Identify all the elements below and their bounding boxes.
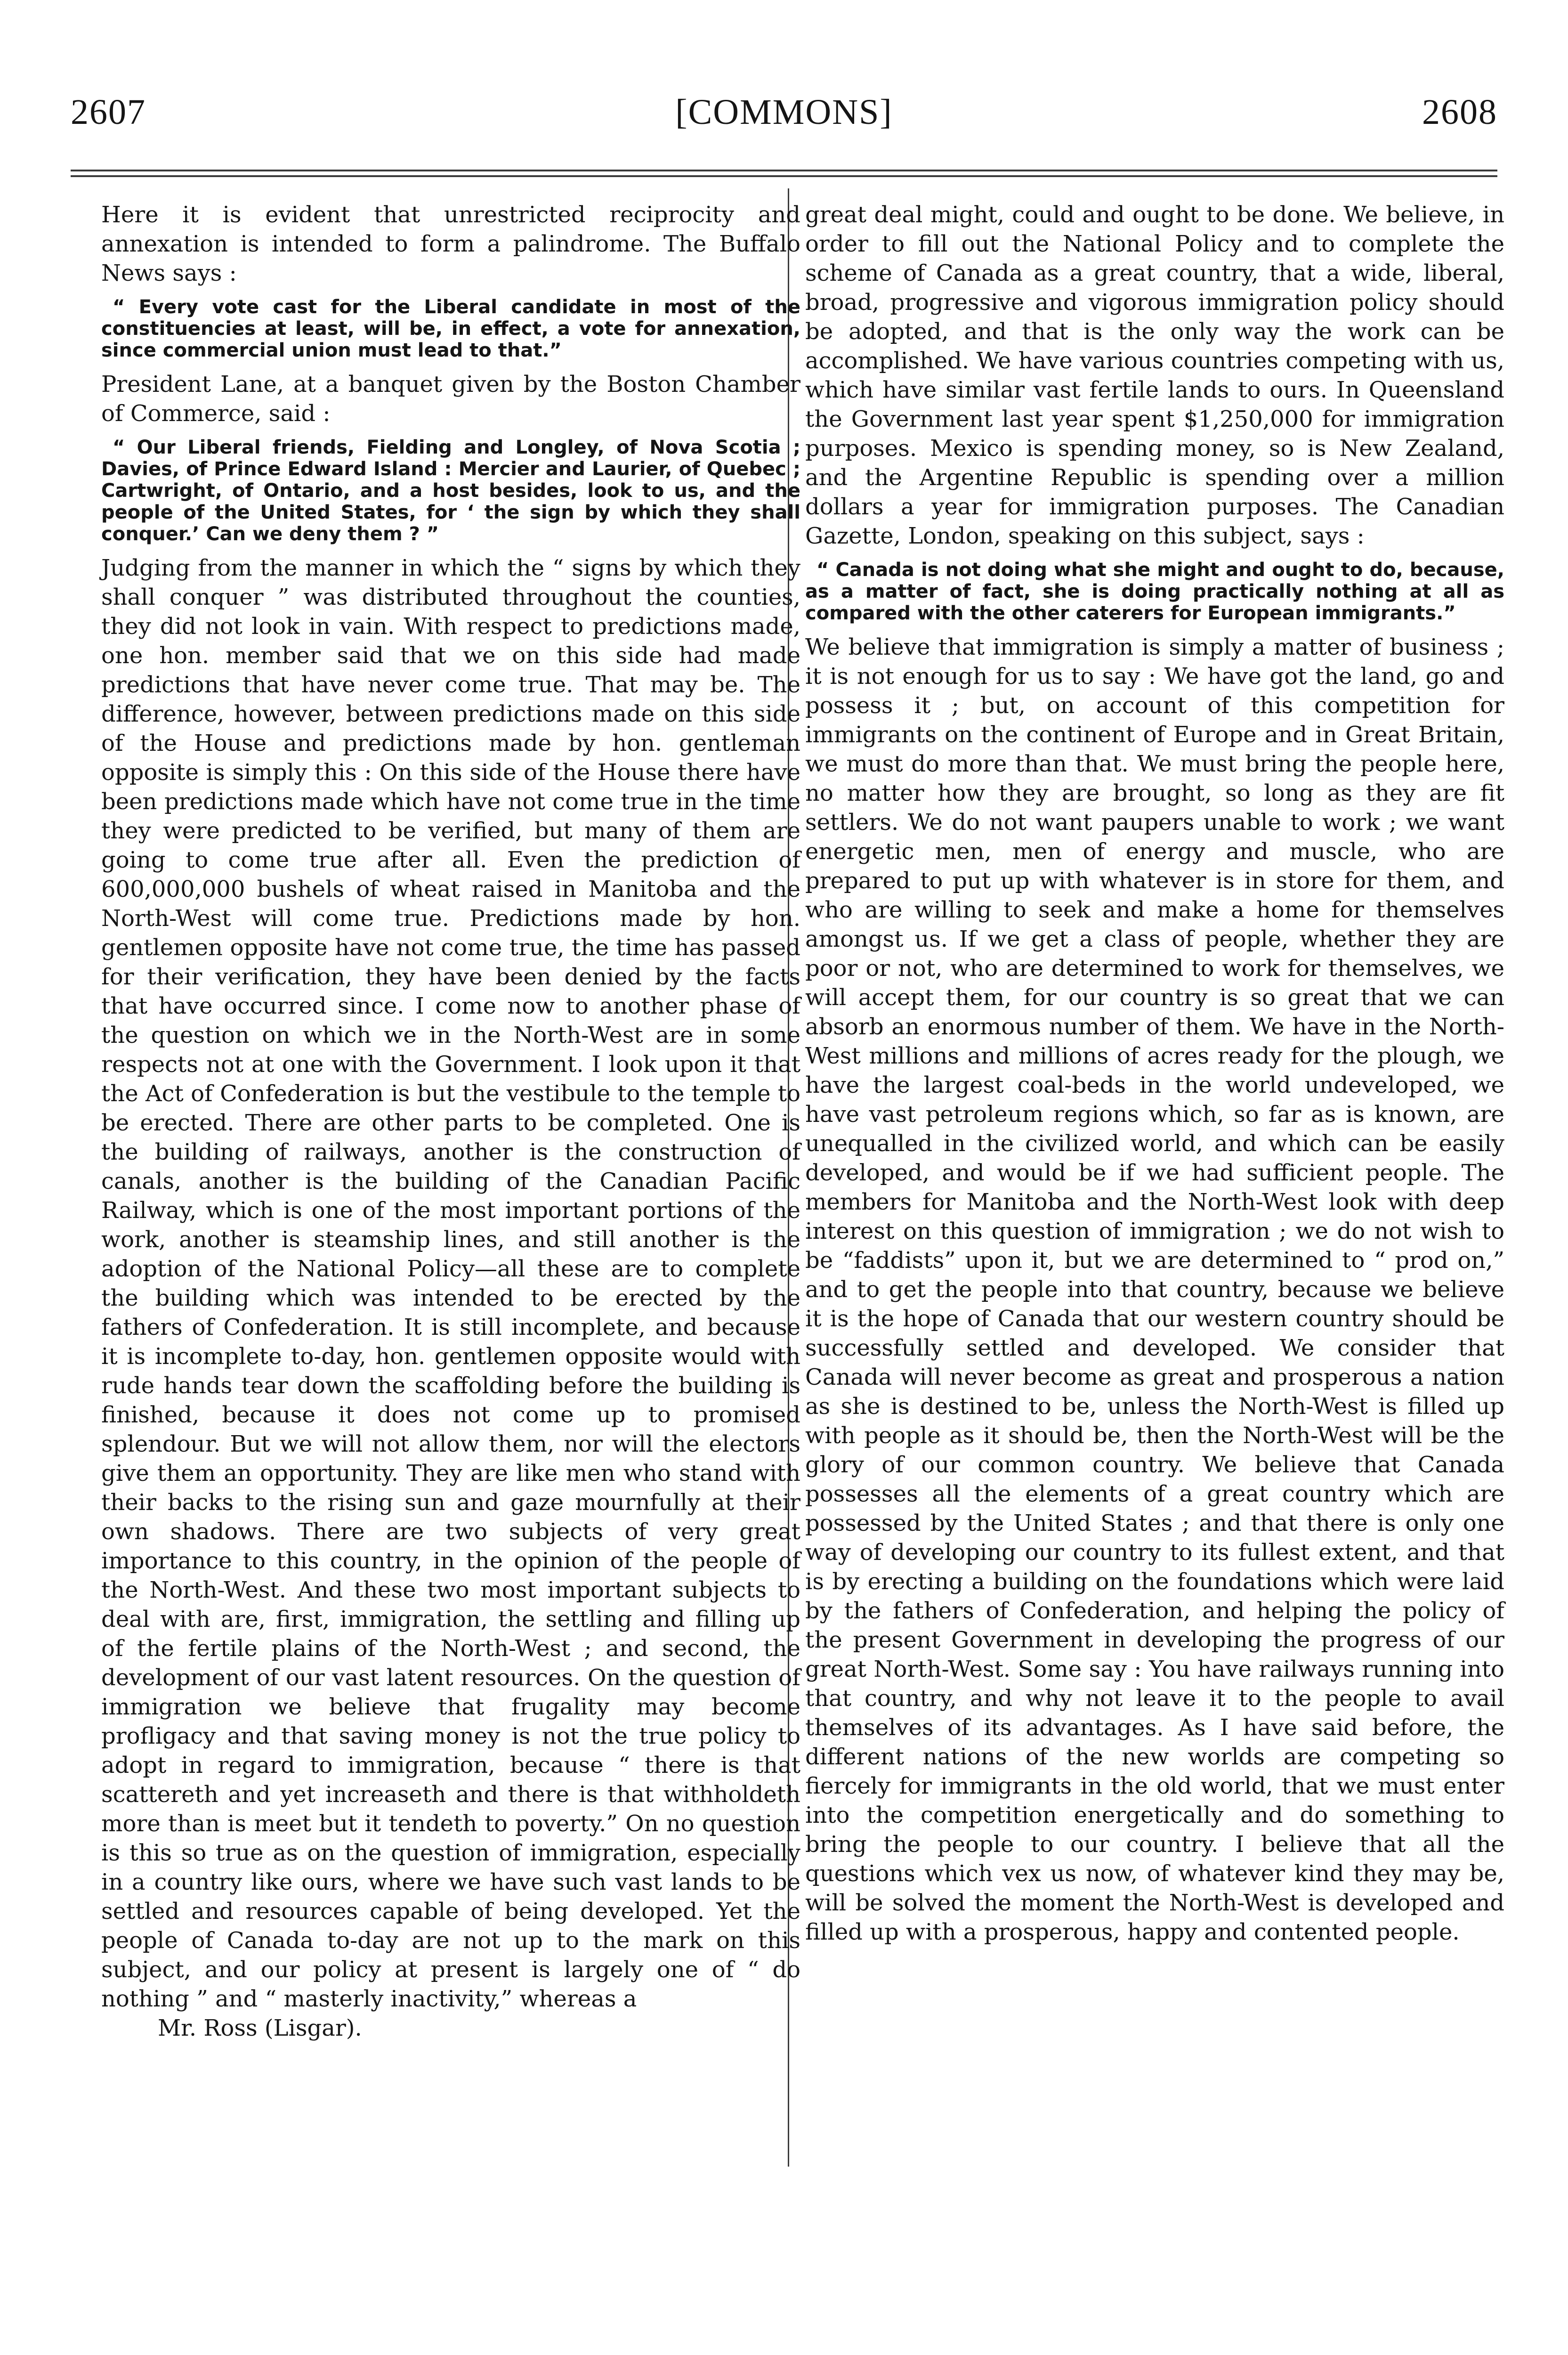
header-rule-bottom bbox=[71, 175, 1497, 177]
paragraph: President Lane, at a banquet given by the Boston Chamber of Commerce, said : bbox=[101, 371, 800, 427]
page-header bbox=[71, 92, 1497, 144]
paragraph: great deal might, could and ought to be done. We believe, in order to fill out the National Policy and to complete the scheme of Canada as a great country, that a wide, liberal, broad, progressive and vigorous immigration policy should be adopted, and that is the only way the work can be accomplished. We have various countries competing with us, which have similar vast fertile lands to ours. In Queensland the Government last year spent $1,250,000 for immigration purposes. Mexico is spending money, so is New Zealand, and the Argentine Republic is spending over a million dollars a year for immigration purposes. The Canadian Gazette, London, speaking on this subject, says : bbox=[805, 202, 1504, 549]
block-quote: “ Canada is not doing what she might and ought to do, because, as a matter of fact, she is doing practically nothing at all as compared with the other caterers for European immigrants.” bbox=[805, 559, 1504, 624]
page-title: [COMMONS] bbox=[675, 92, 893, 132]
header-rule-top bbox=[71, 170, 1497, 171]
block-quote: “ Every vote cast for the Liberal candidate in most of the constituencies at least, will be, in effect, a vote for annexation, since commercial union must lead to that.” bbox=[101, 296, 800, 361]
speaker-line: Mr. Ross (Lisgar). bbox=[158, 2015, 362, 2041]
page-number-right: 2608 bbox=[1422, 92, 1497, 132]
paragraph: We believe that immigration is simply a matter of business ; it is not enough for us to say : We have got the land, go and possess it ; but, on account of this competition for immigrants on the continent of Europe and in Great Britain, we must do more than that. We must bring the people here, no matter how they are brought, so long as they are fit settlers. We do not want paupers unable to work ; we want energetic men, men of energy and muscle, who are prepared to put up with whatever is in store for them, and who are willing to seek and make a home for themselves amongst us. If we get a class of people, whether they are poor or not, who are determined to work for themselves, we will accept them, for our country is so great that we can absorb an enormous number of them. We have in the North-West millions and millions of acres ready for the plough, we have the largest coal-beds in the world undeveloped, we have vast petroleum regions which, so far as is known, are unequalled in the civilized world, and which can be easily developed, and would be if we had sufficient people. The members for Manitoba and the North-West look with deep interest on this question of immigration ; we do not wish to be “faddists” upon it, but we are determined to “ prod on,” and to get the people into that country, because we believe it is the hope of Canada that our western country should be successfully settled and developed. We consider that Canada will never become as great and prosperous a nation as she is destined to be, unless the North-West is filled up with people as it should be, then the North-West will be the glory of our common country. We believe that Canada possesses all the elements of a great country which are possessed by the United States ; and that there is only one way of developing our country to its fullest extent, and that is by erecting a building on the foundations which were laid by the fathers of Confederation, and helping the policy of the present Government in developing the progress of our great North-West. Some say : You have railways running into that country, and why not leave it to the people to avail themselves of its advantages. As I have said before, the different nations of the new worlds are competing so fiercely for immigrants in the old world, that we must enter into the competition energetically and do something to bring the people to our country. I believe that all the questions which vex us now, of whatever kind they may be, will be solved the moment the North-West is developed and filled up with a prosperous, happy and contented people. bbox=[805, 634, 1504, 1945]
block-quote: “ Our Liberal friends, Fielding and Longley, of Nova Scotia ; Davies, of Prince Edward Island : Mercier and Laurier, of Quebec ; Cartwright, of Ontario, and a host besides, look to us, and the people of the United States, for ‘ the sign by which they shall conquer.’ Can we deny them ? ” bbox=[101, 437, 800, 545]
page-number-left: 2607 bbox=[71, 92, 146, 132]
left-column bbox=[101, 200, 800, 2043]
right-column bbox=[805, 200, 1504, 1947]
paragraph: Here it is evident that unrestricted reciprocity and annexation is intended to form a palindrome. The Buffalo News says : bbox=[101, 202, 800, 286]
paragraph: Judging from the manner in which the “ signs by which they shall conquer ” was distributed throughout the counties, they did not look in vain. With respect to predictions made, one hon. member said that we on this side had made predictions that have never come true. That may be. The difference, however, between predictions made on this side of the House and predictions made by hon. gentleman opposite is simply this : On this side of the House there have been predictions made which have not come true in the time they were predicted to be verified, but many of them are going to come true after all. Even the prediction of 600,000,000 bushels of wheat raised in Manitoba and the North-West will come true. Predictions made by hon. gentlemen opposite have not come true, the time has passed for their verification, they have been denied by the facts that have occurred since. I come now to another phase of the question on which we in the North-West are in some respects not at one with the Government. I look upon it that the Act of Confederation is but the vestibule to the temple to be erected. There are other parts to be completed. One is the building of railways, another is the construction of canals, another is the building of the Canadian Pacific Railway, which is one of the most important portions of the work, another is steamship lines, and still another is the adoption of the National Policy—all these are to complete the building which was intended to be erected by the fathers of Confederation. It is still incomplete, and because it is incomplete to-day, hon. gentlemen opposite would with rude hands tear down the scaffolding before the building is finished, because it does not come up to promised splendour. But we will not allow them, nor will the electors give them an opportunity. They are like men who stand with their backs to the rising sun and gaze mournfully at their own shadows. There are two subjects of very great importance to this country, in the opinion of the people of the North-West. And these two most important subjects to deal with are, first, immigration, the settling and filling up of the fertile plains of the North-West ; and second, the development of our vast latent resources. On the question of immigration we believe that frugality may become profligacy and that saving money is not the true policy to adopt in regard to immigration, because “ there is that scattereth and yet increaseth and there is that withholdeth more than is meet but it tendeth to poverty.” On no question is this so true as on the question of immigration, especially in a country like ours, where we have such vast lands to be settled and resources capable of being developed. Yet the people of Canada to-day are not up to the mark on this subject, and our policy at present is largely one of “ do nothing ” and “ masterly inactivity,” whereas a bbox=[101, 555, 800, 2012]
